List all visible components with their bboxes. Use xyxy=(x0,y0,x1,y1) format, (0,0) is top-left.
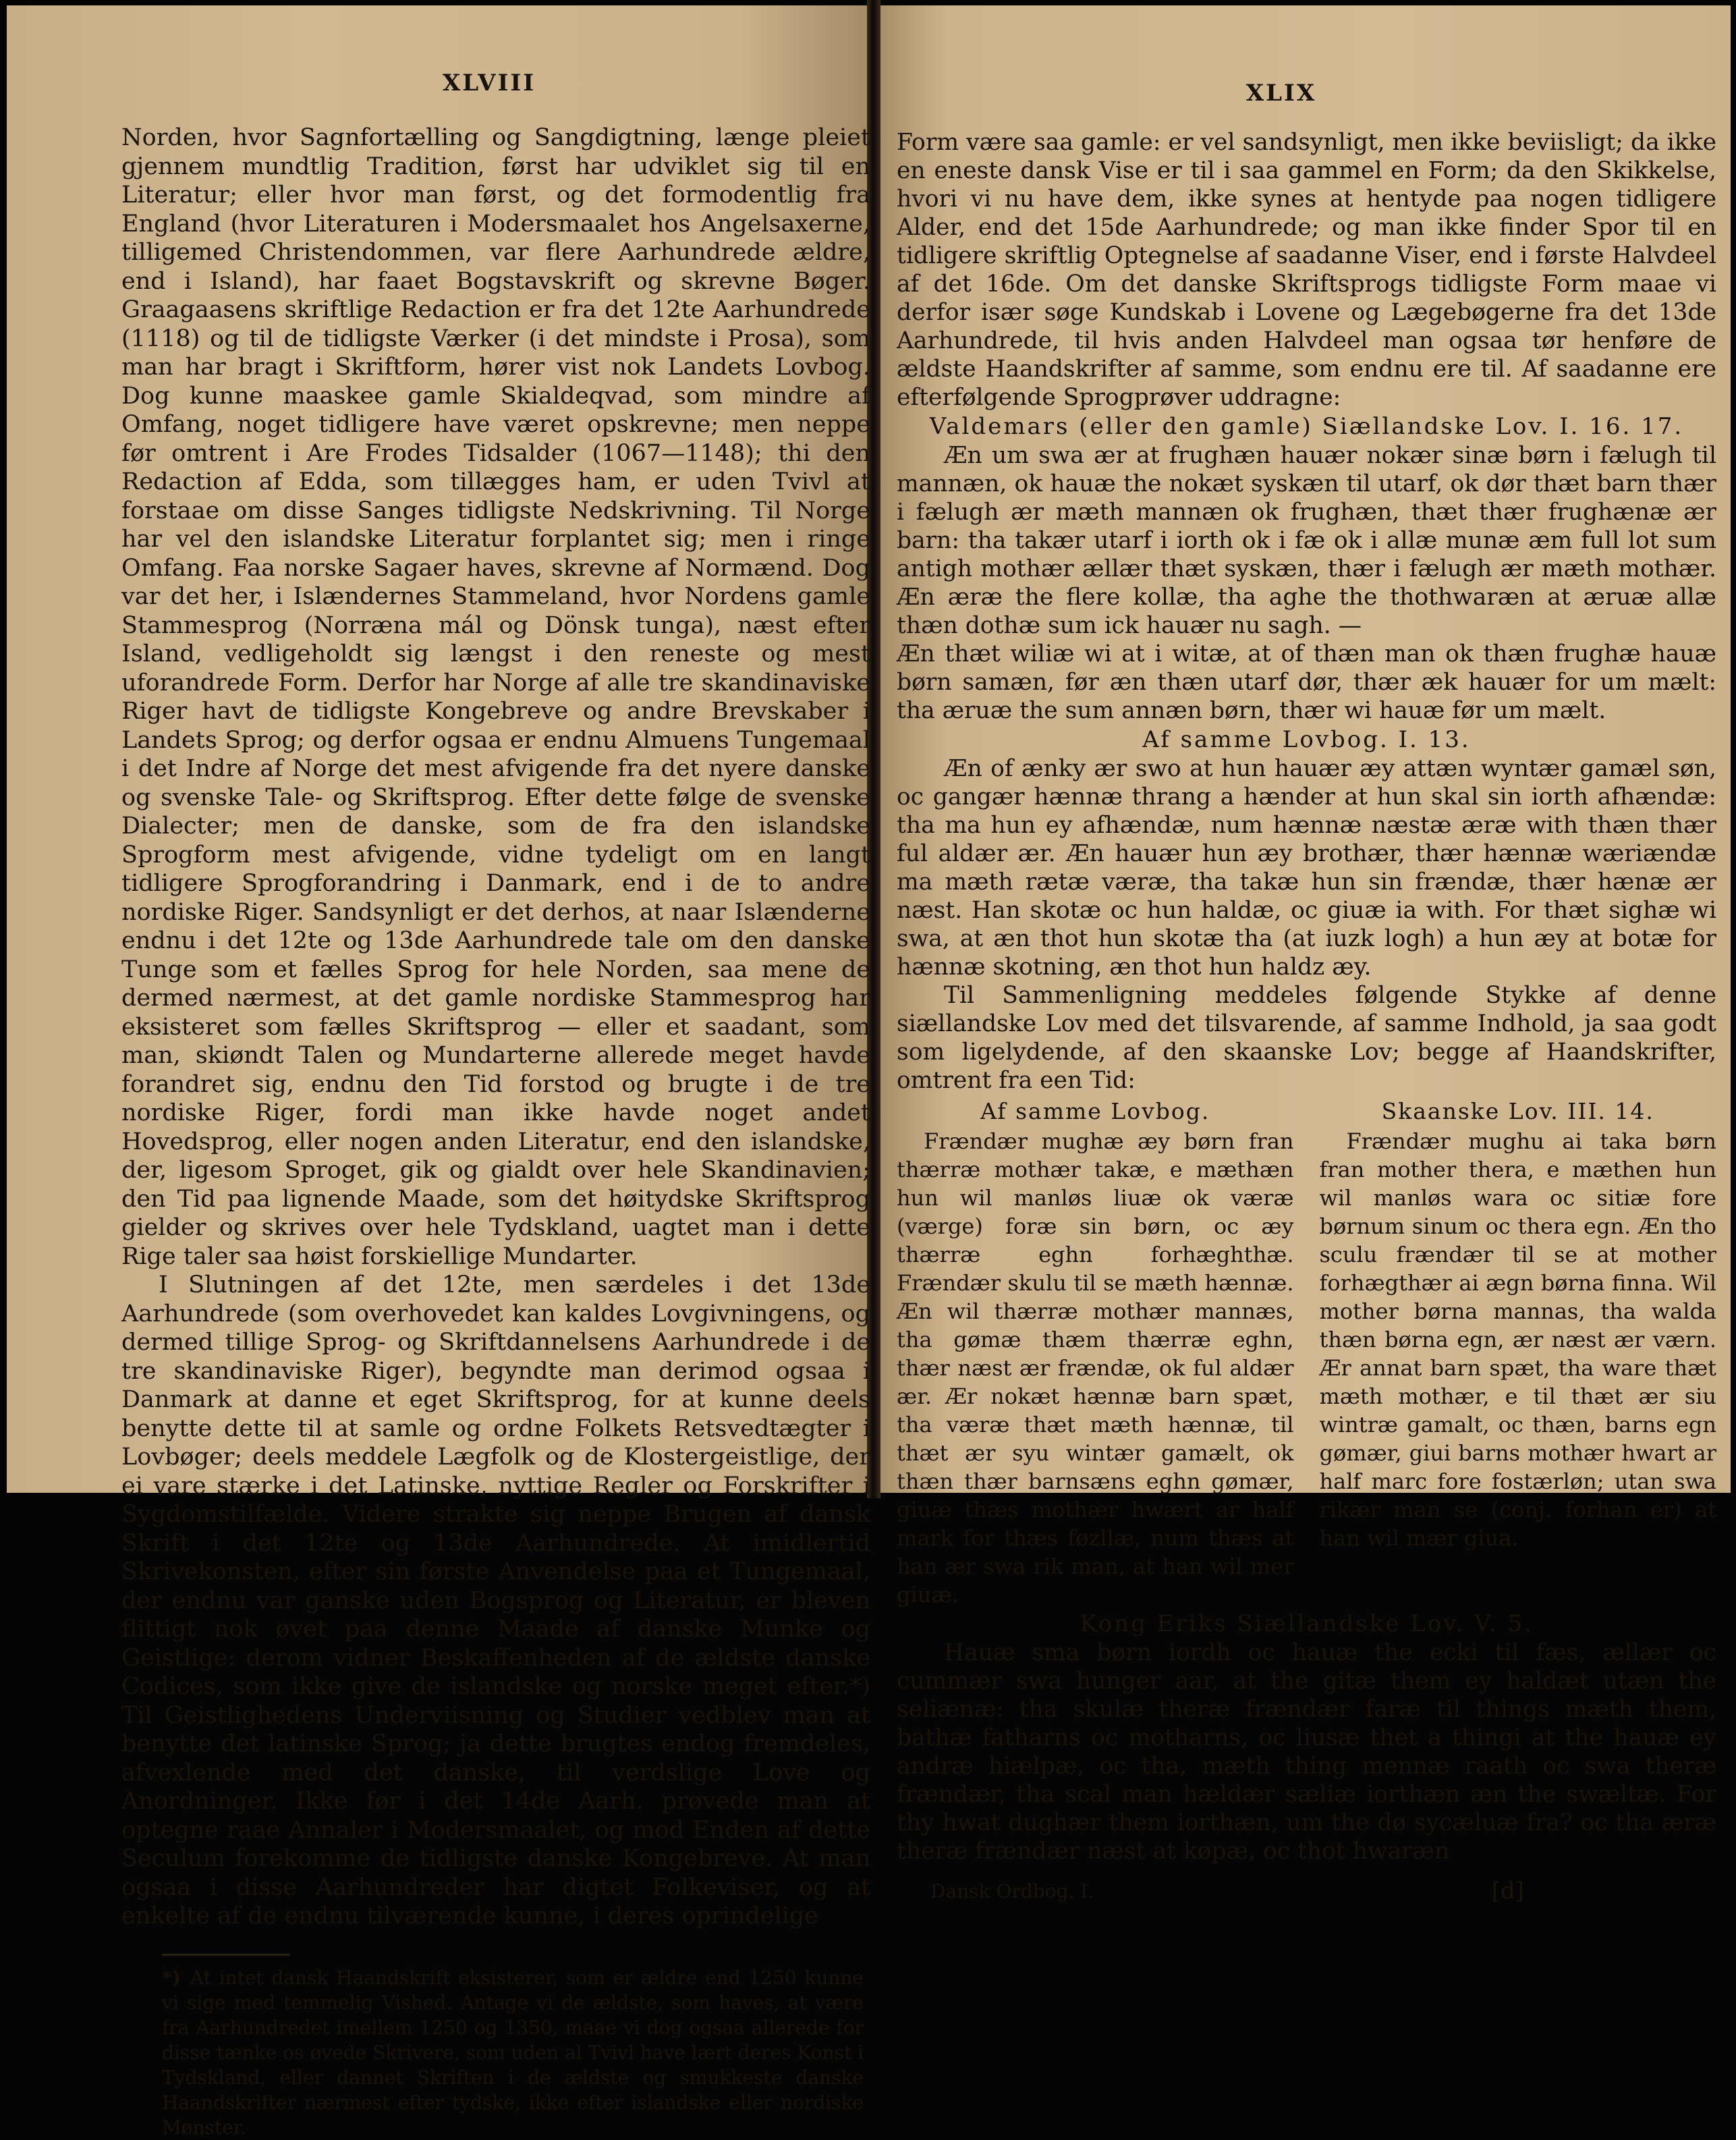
paragraph: Til Sammenligning meddeles følgende Stykke af denne siællandske Lov med det tilsvarende, af samme Indhold, ja saa godt som ligelydende, af den skaanske Lov; begge af Haandskrifter, omtrent fra een Tid: xyxy=(897,982,1716,1094)
right-page xyxy=(880,5,1731,1904)
section-heading: Kong Eriks Siællandske Lov. V. 5. xyxy=(1080,1610,1534,1637)
column-heading: Af samme Lovbog. xyxy=(980,1098,1210,1124)
column-right xyxy=(1320,1097,1717,1609)
left-page xyxy=(7,5,870,2139)
paragraph: I Slutningen af det 12te, men særdeles i det 13de Aarhundrede (som overhovedet kan kaldes Lovgivningens, og dermed tillige Sprog- og Skriftdannelsens Aarhundrede i de tre skandinaviske Riger), begyndte man derimod ogsaa i Danmark at danne et eget Skriftsprog, for at kunne deels benytte dette til at samle og ordne Folkets Retsvedtægter i Lovbøger; deels meddele Lægfolk og de Klostergeistlige, der ei vare stærke i det Latinske, nyttige Regler og Forskrifter i Sygdomstilfælde. Videre strakte sig neppe Brugen af dansk Skrift i det 12te og 13de Aarhundrede. At imidlertid Skrivekonsten, efter sin første Anvendelse paa et Tungemaal, der endnu var ganske uden Bogsprog og Literatur, er bleven flittigt nok øvet paa denne Maade af danske Munke og Geistlige: derom vidner Beskaffenheden af de ældste danske Codices, som ikke give de islandske og norske meget efter.*) Til Geistlighedens Underviisning og Studier vedblev man at benytte det latinske Sprog; ja dette brugtes endog fremdeles, afvexlende med det danske, til verdslige Love og Anordninger. Ikke før i det 14de Aarh. prøvede man at optegne raae Annaler i Modersmaalet, og mod Enden af dette Seculum forekomme de tidligste danske Kongebreve. At man ogsaa i disse Aarhundreder har digtet Folkeviser, og at enkelte af de endnu tilværende kunne, i deres oprindelige xyxy=(121,1271,870,1929)
page-number: XLVIII xyxy=(442,70,536,97)
body-text xyxy=(121,124,870,1931)
law-text: Hauæ sma børn iordh oc hauæ the ecki til fæs, ællær oc cummær swa hunger aar, at the gitæ them ey haldæt utæn the seliænæ: tha skulæ theræ frændær faræ til things mæth them, bathæ fatharns oc motharns, oc liusæ thet a thingi at the hauæ ey andræ hiælpæ, oc tha, mæth thing mennæ raath oc swa theræ frændær, tha scal man hældær sæliæ iorthæn æn the swæltæ. For thy hwat dughær them iorthæn, um the dø sycæluæ fra? oc tha æræ theræ frændær næst at køpæ, oc thot hwaræn xyxy=(897,1639,1716,1865)
law-text: Æn um swa ær at frughæn hauær nokær sinæ børn i fælugh til mannæn, ok hauæ the nokæt syskæn til utarf, ok dør thæt barn thær i fælugh ær mæth mannæn ok frughæn, thæt thær frughænæ ær barn: tha takær utarf i iorth ok i fæ ok i allæ munæ æm full lot sum antigh mothær ællær thæt syskæn, thær i fælugh ær mæth mothær. Æn æræ the flere kollæ, tha aghe the thothwaræn at æruæ allæ thæn dothæ sum ick hauær nu sagh. — xyxy=(897,442,1716,639)
footnote-rule xyxy=(162,1954,290,1956)
law-text: Frændær mughu ai taka børn fran mother thera, e mæthen hun wil manløs wara oc sitiæ fore børnum sinum oc thera egn. Æn tho sculu frændær til se at mother forhægthær ai ægn børna finna. Wil mother børna mannas, tha walda thæn børna egn, ær næst ær værn. Ær annat barn spæt, tha ware thæt mæth mothær, e til thæt ær siu wintræ gamalt, oc thæn, barns egn gømær, giui barns mothær hwart ar half marc fore fostærløn; utan swa rikær man se (conj. forhan er) at han wil mær giua. xyxy=(1319,1128,1716,1551)
law-text: Æn of ænky ær swo at hun hauær æy attæn wyntær gamæl søn, oc gangær hænnæ thrang a hænder at hun skal sin iorth afhændæ: tha ma hun ey afhændæ, num hænnæ næstæ æræ with thæn thær ful aldær ær. Æn hauær hun æy brothær, thær hænnæ wæriændæ ma mæth rætæ væræ, tha takæ hun sin frændæ, thær hænæ ær næst. Han skotæ oc hun haldæ, oc giuæ ia with. For thæt sighæ wi swa, at æn thot hun skotæ tha (at iuzk logh) a hun æy at botæ for hænnæ skotning, æn thot hun haldz æy. xyxy=(897,755,1716,981)
paragraph: Norden, hvor Sagnfortælling og Sangdigtning, længe pleiet gjennem mundtlig Tradition, først har udviklet sig til en Literatur; eller hvor man først, og det formodentlig fra England (hvor Literaturen i Modersmaalet hos Angelsaxerne, tilligemed Christendommen, var flere Aarhundrede ældre, end i Island), har faaet Bogstavskrift og skrevne Bøger. Graagaasens skriftlige Redaction er fra det 12te Aarhundrede (1118) og til de tidligste Værker (i det mindste i Prosa), som man har bragt i Skriftform, hører vist nok Landets Lovbog. Dog kunne maaskee gamle Skialdeqvad, som mindre af Omfang, noget tidligere have været opskrevne; men neppe før omtrent i Are Frodes Tidsalder (1067—1148); thi den Redaction af Edda, som tillægges ham, er uden Tvivl at forstaae om disse Sanges tidligste Nedskrivning. Til Norge har vel den islandske Literatur forplantet sig; men i ringe Omfang. Faa norske Sagaer haves, skrevne af Normænd. Dog var det her, i Islændernes Stammeland, hvor Nordens gamle Stammesprog (Norræna mál og Dönsk tunga), næst efter Island, vedligeholdt sig længst i den reneste og mest uforandrede Form. Derfor har Norge af alle tre skandinaviske Riger havt de tidligste Kongebreve og andre Brevskaber i Landets Sprog; og derfor ogsaa er endnu Almuens Tungemaal i det Indre af Norge det mest afvigende fra det nyere danske og svenske Tale- og Skriftsprog. Efter dette følge de svenske Dialecter; men de danske, som de fra den islandske Sprogform mest afvigende, vidne tydeligt om en langt tidligere Sprogforandring i Danmark, end i de to andre nordiske Riger. Sandsynligt er det derhos, at naar Islænderne endnu i det 12te og 13de Aarhundrede tale om den danske Tunge som et fælles Sprog for hele Norden, saa mene de dermed nærmest, at det gamle nordiske Stammesprog har eksisteret som fælles Skriftsprog — eller et saadant, som man, skiøndt Talen og Mundarterne allerede meget havde forandret sig, endnu den Tid forstod og brugte i de tre nordiske Riger, fordi man ikke havde noget andet Hovedsprog, eller nogen anden Literatur, end den islandske, der, ligesom Sproget, gik og gialdt over hele Skandinavien; den Tid paa lignende Maade, som det høitydske Skriftsprog gielder og skrives over hele Tydskland, uagtet man i dette Rige taler saa høist forskiellige Mundarter. xyxy=(121,124,870,1270)
footnote-text: At intet dansk Haandskrift eksisterer, som er ældre end 1250 kunne vi sige med temmelig Vished. Antage vi de ældste, som haves, at være fra Aarhundredet imellem 1250 og 1350, maae vi dog ogsaa allerede for disse tænke os øvede Skrivere, som uden al Tvivl have lært deres Konst i Tydskland, eller dannet Skriften i de ældste og smukkeste danske Haandskrifter nærmest efter tydske, ikke efter islandske eller nordiske Mønster. xyxy=(162,1966,864,2139)
column-heading: Skaanske Lov. III. 14. xyxy=(1381,1098,1654,1124)
comparison-columns xyxy=(897,1097,1716,1609)
section-heading: Valdemars (eller den gamle) Siællandske Lov. I. 16. 17. xyxy=(929,413,1684,440)
footnote-marker: *) xyxy=(162,1966,181,1989)
column-left xyxy=(897,1097,1294,1609)
page-number: XLIX xyxy=(1245,80,1317,107)
footnote xyxy=(162,1965,864,2140)
paragraph: Form være saa gamle: er vel sandsynligt, men ikke beviisligt; da ikke en eneste dansk Vise er til i saa gammel en Form; da den Skikkelse, hvori vi nu have dem, ikke synes at hentyde paa nogen tidligere Alder, end det 15de Aarhundrede; og man ikke finder Spor til en tidligere skriftlig Optegnelse af saadanne Viser, end i første Halvdeel af det 16de. Om det danske Skriftsprogs tidligste Form maae vi derfor især søge Kundskab i Lovene og Lægebøgerne fra det 13de Aarhundrede, til hvis anden Halvdeel man ogsaa tør henføre de ældste Haandskrifter af samme, som endnu ere til. Af saadanne ere efterfølgende Sprogprøver uddragne: xyxy=(897,129,1716,411)
law-text: Frændær mughæ æy børn fran thærræ mothær takæ, e mæthæn hun wil manløs liuæ ok væræ (værge) foræ sin børn, oc æy thærræ eghn forhæghthæ. Frændær skulu til se mæth hænnæ. Æn wil thærræ mothær mannæs, tha gømæ thæm thærræ eghn, thær næst ær frændæ, ok ful aldær ær. Ær nokæt hænnæ barn spæt, tha væræ thæt mæth hænnæ, til thæt ær syu wintær gamælt, ok thæn thær barnsæns eghn gømær, giuæ thæs mothær hwært ar half mark for thæs føzllæ, num thæs at han ær swa rik man, at han wil mer giuæ. xyxy=(897,1128,1294,1608)
signature-mark: [d] xyxy=(1491,1877,1524,1904)
law-text: Æn thæt wiliæ wi at i witæ, at of thæn man ok thæn frughæ hauæ børn samæn, før æn thæn utarf dør, thær æk hauær for um mælt: tha æruæ the sum annæn børn, thær wi hauæ før um mælt. xyxy=(897,640,1716,724)
page-footer xyxy=(930,1877,1565,1904)
footer-title: Dansk Ordbog. I. xyxy=(930,1880,1094,1902)
body-text xyxy=(897,128,1716,1865)
section-heading: Af samme Lovbog. I. 13. xyxy=(1142,726,1471,753)
